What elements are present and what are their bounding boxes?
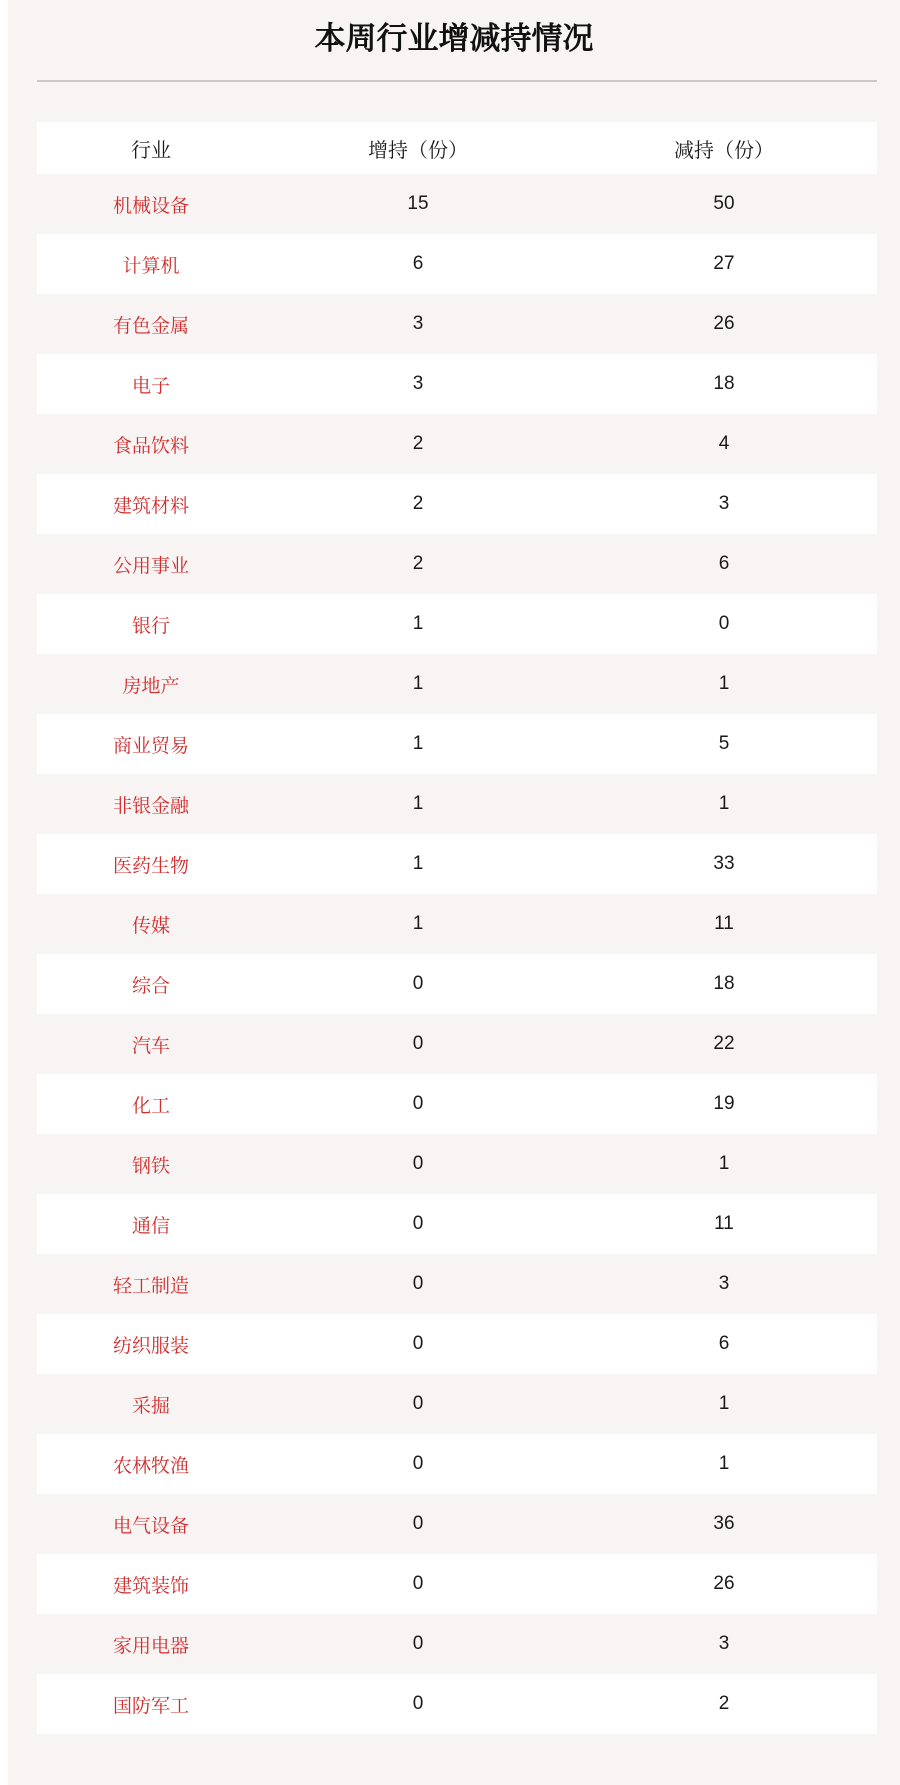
industry-cell: 农林牧渔 — [112, 1454, 189, 1477]
industry-cell: 传媒 — [131, 914, 170, 937]
increase-cell: 0 — [412, 1573, 424, 1594]
decrease-cell: 6 — [718, 553, 730, 574]
decrease-cell: 22 — [713, 1033, 735, 1054]
decrease-cell: 11 — [714, 913, 734, 934]
increase-cell: 1 — [412, 853, 424, 874]
table-row — [37, 294, 877, 354]
increase-cell: 2 — [412, 553, 424, 574]
table-header-row — [37, 122, 877, 174]
decrease-cell: 6 — [718, 1333, 730, 1354]
table-row — [37, 894, 877, 954]
increase-cell: 1 — [412, 793, 424, 814]
industry-cell: 综合 — [131, 974, 170, 997]
increase-cell: 3 — [412, 313, 424, 334]
table-row — [37, 1674, 877, 1734]
table-row — [37, 1614, 877, 1674]
decrease-cell: 18 — [713, 373, 735, 394]
industry-cell: 机械设备 — [112, 194, 189, 217]
decrease-cell: 1 — [718, 673, 730, 694]
increase-cell: 0 — [412, 1453, 424, 1474]
decrease-cell: 50 — [713, 193, 735, 214]
increase-cell: 2 — [412, 433, 424, 454]
industry-cell: 有色金属 — [112, 314, 189, 337]
industry-cell: 建筑装饰 — [112, 1574, 189, 1597]
table-row — [37, 354, 877, 414]
table-row — [37, 534, 877, 594]
industry-cell: 通信 — [131, 1214, 170, 1237]
table-row — [37, 474, 877, 534]
table-row — [37, 1134, 877, 1194]
increase-cell: 0 — [412, 1093, 424, 1114]
table-row — [37, 774, 877, 834]
decrease-cell: 26 — [713, 313, 735, 334]
increase-cell: 0 — [412, 1393, 424, 1414]
increase-cell: 1 — [412, 733, 424, 754]
header-increase: 增持（份） — [368, 137, 468, 162]
industry-cell: 纺织服装 — [112, 1334, 189, 1357]
increase-cell: 0 — [412, 1513, 424, 1534]
decrease-cell: 3 — [718, 1633, 730, 1654]
industry-cell: 非银金融 — [112, 794, 189, 817]
decrease-cell: 2 — [718, 1693, 730, 1714]
table-row — [37, 1374, 877, 1434]
table-row — [37, 1074, 877, 1134]
industry-cell: 电气设备 — [112, 1514, 189, 1537]
increase-cell: 2 — [412, 493, 424, 514]
increase-cell: 6 — [412, 253, 424, 274]
industry-cell: 医药生物 — [112, 854, 189, 877]
table-row — [37, 234, 877, 294]
decrease-cell: 33 — [713, 853, 735, 874]
decrease-cell: 11 — [714, 1213, 734, 1234]
table-row — [37, 834, 877, 894]
industry-cell: 银行 — [131, 614, 170, 637]
table-row — [37, 714, 877, 774]
table-row — [37, 1554, 877, 1614]
industry-cell: 化工 — [131, 1094, 170, 1117]
increase-cell: 0 — [412, 1633, 424, 1654]
industry-table — [37, 122, 877, 1734]
table-row — [37, 1194, 877, 1254]
industry-cell: 国防军工 — [112, 1694, 189, 1717]
decrease-cell: 1 — [718, 1153, 730, 1174]
table-row — [37, 1254, 877, 1314]
table-body — [37, 174, 877, 1734]
decrease-cell: 19 — [713, 1093, 735, 1114]
increase-cell: 1 — [412, 613, 424, 634]
industry-cell: 采掘 — [131, 1394, 170, 1417]
industry-cell: 电子 — [131, 374, 170, 397]
table-row — [37, 1494, 877, 1554]
increase-cell: 0 — [412, 1273, 424, 1294]
decrease-cell: 3 — [718, 493, 730, 514]
increase-cell: 0 — [412, 973, 424, 994]
decrease-cell: 1 — [718, 793, 730, 814]
header-industry: 行业 — [131, 137, 171, 162]
industry-cell: 钢铁 — [131, 1154, 170, 1177]
decrease-cell: 18 — [713, 973, 735, 994]
table-row — [37, 414, 877, 474]
increase-cell: 15 — [407, 193, 429, 214]
table-row — [37, 954, 877, 1014]
decrease-cell: 27 — [713, 253, 735, 274]
industry-cell: 计算机 — [122, 254, 180, 277]
industry-cell: 食品饮料 — [112, 434, 189, 457]
table-row — [37, 654, 877, 714]
industry-cell: 家用电器 — [112, 1634, 189, 1657]
page-title: 本周行业增减持情况 — [314, 21, 594, 57]
industry-cell: 房地产 — [122, 674, 180, 697]
content-card — [8, 0, 900, 1785]
decrease-cell: 0 — [718, 613, 730, 634]
table-row — [37, 1434, 877, 1494]
increase-cell: 3 — [412, 373, 424, 394]
table-row — [37, 174, 877, 234]
industry-cell: 建筑材料 — [112, 494, 189, 517]
decrease-cell: 26 — [713, 1573, 735, 1594]
header-decrease: 减持（份） — [674, 137, 774, 162]
table-row — [37, 1014, 877, 1074]
decrease-cell: 1 — [718, 1393, 730, 1414]
increase-cell: 1 — [412, 913, 424, 934]
industry-cell: 商业贸易 — [112, 734, 189, 757]
increase-cell: 0 — [412, 1693, 424, 1714]
industry-cell: 轻工制造 — [112, 1274, 189, 1297]
increase-cell: 0 — [412, 1033, 424, 1054]
industry-cell: 汽车 — [131, 1034, 170, 1057]
decrease-cell: 1 — [718, 1453, 730, 1474]
decrease-cell: 5 — [718, 733, 730, 754]
table-row — [37, 1314, 877, 1374]
table-row — [37, 594, 877, 654]
industry-cell: 公用事业 — [112, 554, 189, 577]
increase-cell: 0 — [412, 1333, 424, 1354]
title-divider — [37, 80, 877, 82]
increase-cell: 0 — [412, 1213, 424, 1234]
increase-cell: 1 — [412, 673, 424, 694]
decrease-cell: 4 — [718, 433, 730, 454]
decrease-cell: 3 — [718, 1273, 730, 1294]
increase-cell: 0 — [412, 1153, 424, 1174]
decrease-cell: 36 — [713, 1513, 735, 1534]
